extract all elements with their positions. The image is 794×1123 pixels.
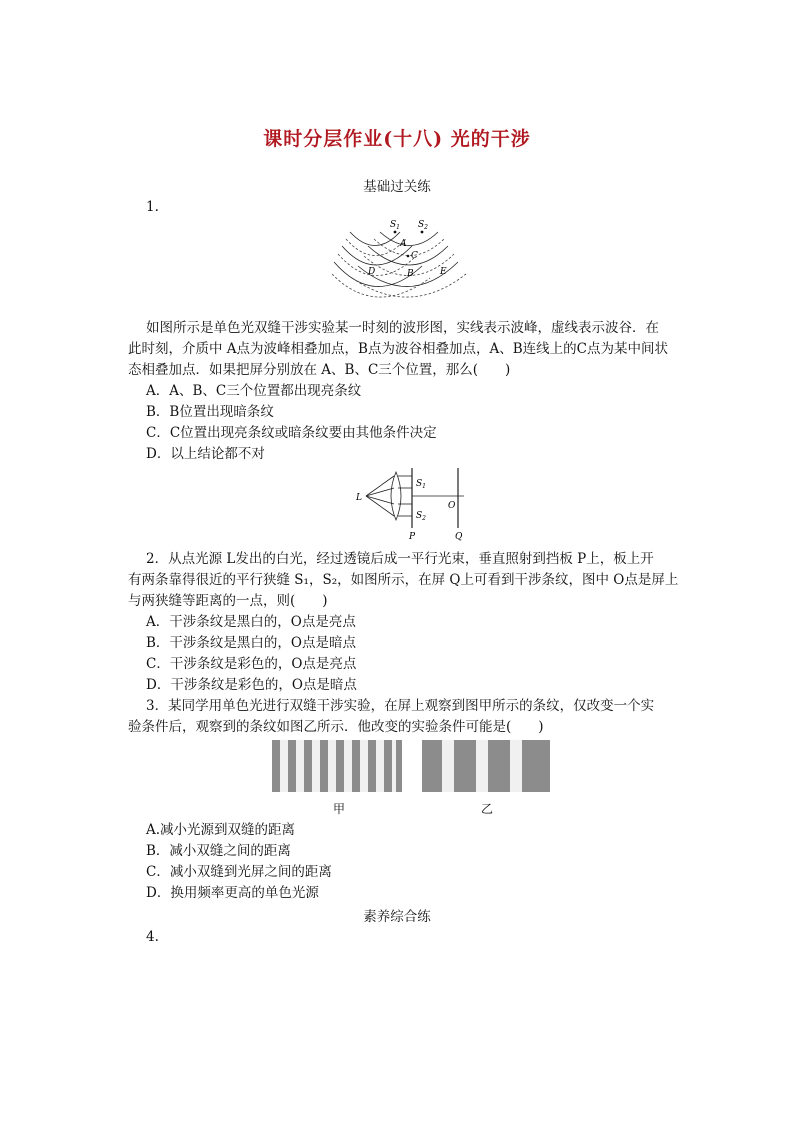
wave-crest-arc [350,232,400,246]
label-s1: $S_1$ [416,479,426,490]
label-s2: $S_2$ [416,511,426,522]
section-heading-comprehensive: 素养综合练 [363,909,431,925]
question-3-stem-line: 3．某同学用单色光进行双缝干涉实验，在屏上观察到图甲所示的条纹，仅改变一个实 [146,698,655,714]
question-3-option: D．换用频率更高的单色光源 [146,885,319,901]
label-a: A [400,239,407,249]
fringe-pattern-b [422,740,550,792]
light-ray [366,496,394,504]
question-1-option: B．B位置出现暗条纹 [146,404,274,420]
question-2-option: C．干涉条纹是彩色的，O点是亮点 [146,656,357,672]
label-s1: $S_1$ [390,220,400,231]
question-3-stem-line: 验条件后，观察到的条纹如图乙所示．他改变的实验条件可能是( ) [128,719,544,735]
wave-crest-arc [380,232,438,246]
label-l: L [356,493,362,503]
question-2-stem-line: 2．从点光源 L发出的白光，经过透镜后成一平行光束，垂直照射到挡板 P上，板上开 [146,551,654,567]
question-2-option: D．干涉条纹是彩色的，O点是暗点 [146,677,357,693]
question-3-option: C．减小双缝到光屏之间的距离 [146,864,332,880]
fringe-caption-a: 甲 [333,802,346,816]
fringe-pattern-a [272,740,402,792]
question-1-option: D．以上结论都不对 [146,446,265,462]
question-2-option: A．干涉条纹是黑白的，O点是亮点 [146,614,356,630]
label-b: B [407,269,414,279]
label-s2: $S_2$ [418,220,428,231]
question-3-option: A.减小光源到双缝的距离 [146,822,296,838]
source-s2-dot [421,231,424,234]
fringe-caption-b: 乙 [481,802,494,816]
label-e: E [440,267,447,277]
question-2-stem-line: 与两狭缝等距离的一点，则( ) [128,593,328,609]
lens [391,472,401,520]
label-d: D [368,267,376,277]
question-3-option: B．减小双缝之间的距离 [146,843,291,859]
label-p: P [409,532,416,542]
page-title: 课时分层作业(十八) 光的干涉 [263,128,531,150]
wave-trough-arc [374,239,444,256]
label-q: Q [455,532,463,542]
double-slit-setup-figure [352,466,472,542]
label-o: O [448,501,456,511]
question-1-option: A．A、B、C三个位置都出现亮条纹 [146,383,362,399]
question-1-number: 1. [146,199,159,215]
light-ray [366,496,394,516]
point-c-dot [407,255,410,258]
wave-interference-figure [330,214,470,306]
fringe-patterns-figure [272,740,552,792]
light-ray [366,488,394,496]
question-4-number: 4. [146,929,159,945]
question-1-stem-line: 如图所示是单色光双缝干涉实验某一时刻的波形图，实线表示波峰，虚线表示波谷．在 [146,320,659,336]
question-1-stem-line: 此时刻，介质中 A点为波峰相叠加点，B点为波谷相叠加点，A、B连线上的C点为某中间状 [128,341,668,357]
question-2-stem-line: 有两条靠得很近的平行狭缝 S₁，S₂，如图所示，在屏 Q上可看到干涉条纹，图中 O点是屏上 [128,572,679,588]
source-s1-dot [394,231,397,234]
question-1-option: C．C位置出现亮条纹或暗条纹要由其他条件决定 [146,425,437,441]
question-2-option: B．干涉条纹是黑白的，O点是暗点 [146,635,356,651]
section-heading-basic: 基础过关练 [363,179,431,195]
light-ray [366,476,394,496]
label-c: C [411,251,418,261]
question-1-stem-line: 态相叠加点．如果把屏分别放在 A、B、C三个位置，那么( ) [128,362,511,378]
